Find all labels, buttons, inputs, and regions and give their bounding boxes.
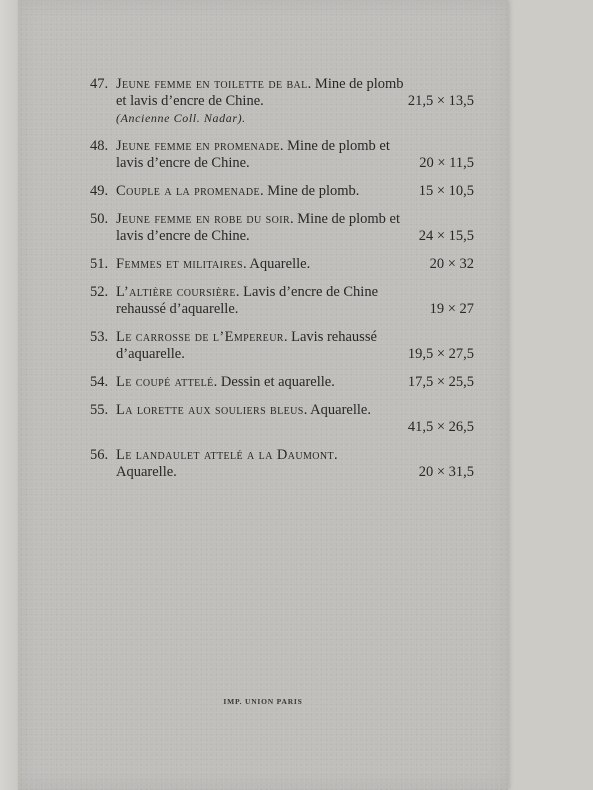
catalogue-entry-51 bbox=[90, 256, 474, 273]
entry-title: La lorette aux souliers bleus bbox=[116, 402, 304, 418]
left-page-edge bbox=[0, 0, 20, 790]
catalogue-entry-48 bbox=[90, 138, 474, 172]
entry-number: 55. bbox=[90, 402, 109, 418]
catalogue-entry-53 bbox=[90, 329, 474, 363]
entry-title: Jeune femme en robe du soir bbox=[116, 211, 291, 227]
entry-number: 52. bbox=[90, 284, 109, 300]
entry-dimensions: 19 × 27 bbox=[429, 301, 474, 317]
entry-dimensions: 19,5 × 27,5 bbox=[407, 346, 474, 362]
entry-description-cont: lavis d’encre de Chine. bbox=[116, 155, 250, 171]
catalogue-entry-56 bbox=[90, 447, 474, 481]
catalogue-entry-54 bbox=[90, 374, 474, 391]
entry-description: . Mine de plomb et bbox=[290, 211, 400, 227]
entry-description-cont: lavis d’encre de Chine. bbox=[116, 228, 250, 244]
entry-description: . Aquarelle. bbox=[242, 256, 311, 272]
entry-description-cont: Aquarelle. bbox=[116, 464, 177, 480]
catalogue-page bbox=[18, 0, 508, 790]
entry-provenance: (Ancienne Coll. Nadar). bbox=[116, 111, 246, 125]
printer-imprint: IMP. UNION PARIS bbox=[223, 697, 303, 706]
entry-description-cont: et lavis d’encre de Chine. bbox=[116, 93, 264, 109]
entry-number: 56. bbox=[90, 447, 109, 463]
catalogue-entry-52 bbox=[90, 284, 474, 318]
entry-number: 51. bbox=[90, 256, 109, 272]
entry-title: Le coupé attelé bbox=[116, 374, 214, 390]
catalogue-entry-55 bbox=[90, 402, 474, 436]
facing-page bbox=[506, 0, 593, 790]
entry-title: L’altière coursière bbox=[116, 284, 236, 300]
entry-title: Femmes et militaires bbox=[116, 256, 243, 272]
entry-description: . Mine de plomb. bbox=[259, 183, 360, 199]
entry-description: . bbox=[334, 447, 338, 463]
entry-number: 48. bbox=[90, 138, 109, 154]
entry-title: Jeune femme en promenade bbox=[116, 138, 280, 154]
entry-number: 50. bbox=[90, 211, 109, 227]
entry-number: 53. bbox=[90, 329, 109, 345]
entry-description-cont: rehaussé d’aquarelle. bbox=[116, 301, 239, 317]
entry-description-cont: d’aquarelle. bbox=[116, 346, 185, 362]
entry-number: 49. bbox=[90, 183, 109, 199]
catalogue-entry-50 bbox=[90, 211, 474, 245]
entry-description: . Dessin et aquarelle. bbox=[213, 374, 335, 390]
entry-dimensions: 20 × 11,5 bbox=[419, 155, 474, 171]
entry-description: . Lavis d’encre de Chine bbox=[235, 284, 379, 300]
entry-title: Jeune femme en toilette de bal bbox=[116, 76, 308, 92]
entry-dimensions: 17,5 × 25,5 bbox=[407, 374, 474, 390]
entry-dimensions: 24 × 15,5 bbox=[418, 228, 474, 244]
entry-title: Le landaulet attelé a la Daumont bbox=[116, 447, 334, 463]
catalogue-entries bbox=[90, 76, 474, 492]
entry-description: . Mine de plomb et bbox=[279, 138, 390, 154]
entry-dimensions: 20 × 31,5 bbox=[418, 464, 474, 480]
entry-dimensions: 20 × 32 bbox=[429, 256, 474, 272]
catalogue-entry-47 bbox=[90, 76, 474, 127]
entry-dimensions: 21,5 × 13,5 bbox=[407, 93, 474, 109]
entry-dimensions: 41,5 × 26,5 bbox=[407, 419, 474, 435]
entry-number: 47. bbox=[90, 76, 109, 92]
entry-title: Le carrosse de l’Empereur bbox=[116, 329, 284, 345]
entry-description: . Mine de plomb bbox=[307, 76, 404, 92]
catalogue-entry-49 bbox=[90, 183, 474, 200]
entry-description: . Lavis rehaussé bbox=[283, 329, 377, 345]
entry-title: Couple a la promenade bbox=[116, 183, 260, 199]
entry-description: . Aquarelle. bbox=[303, 402, 371, 418]
entry-dimensions: 15 × 10,5 bbox=[418, 183, 474, 199]
entry-number: 54. bbox=[90, 374, 109, 390]
